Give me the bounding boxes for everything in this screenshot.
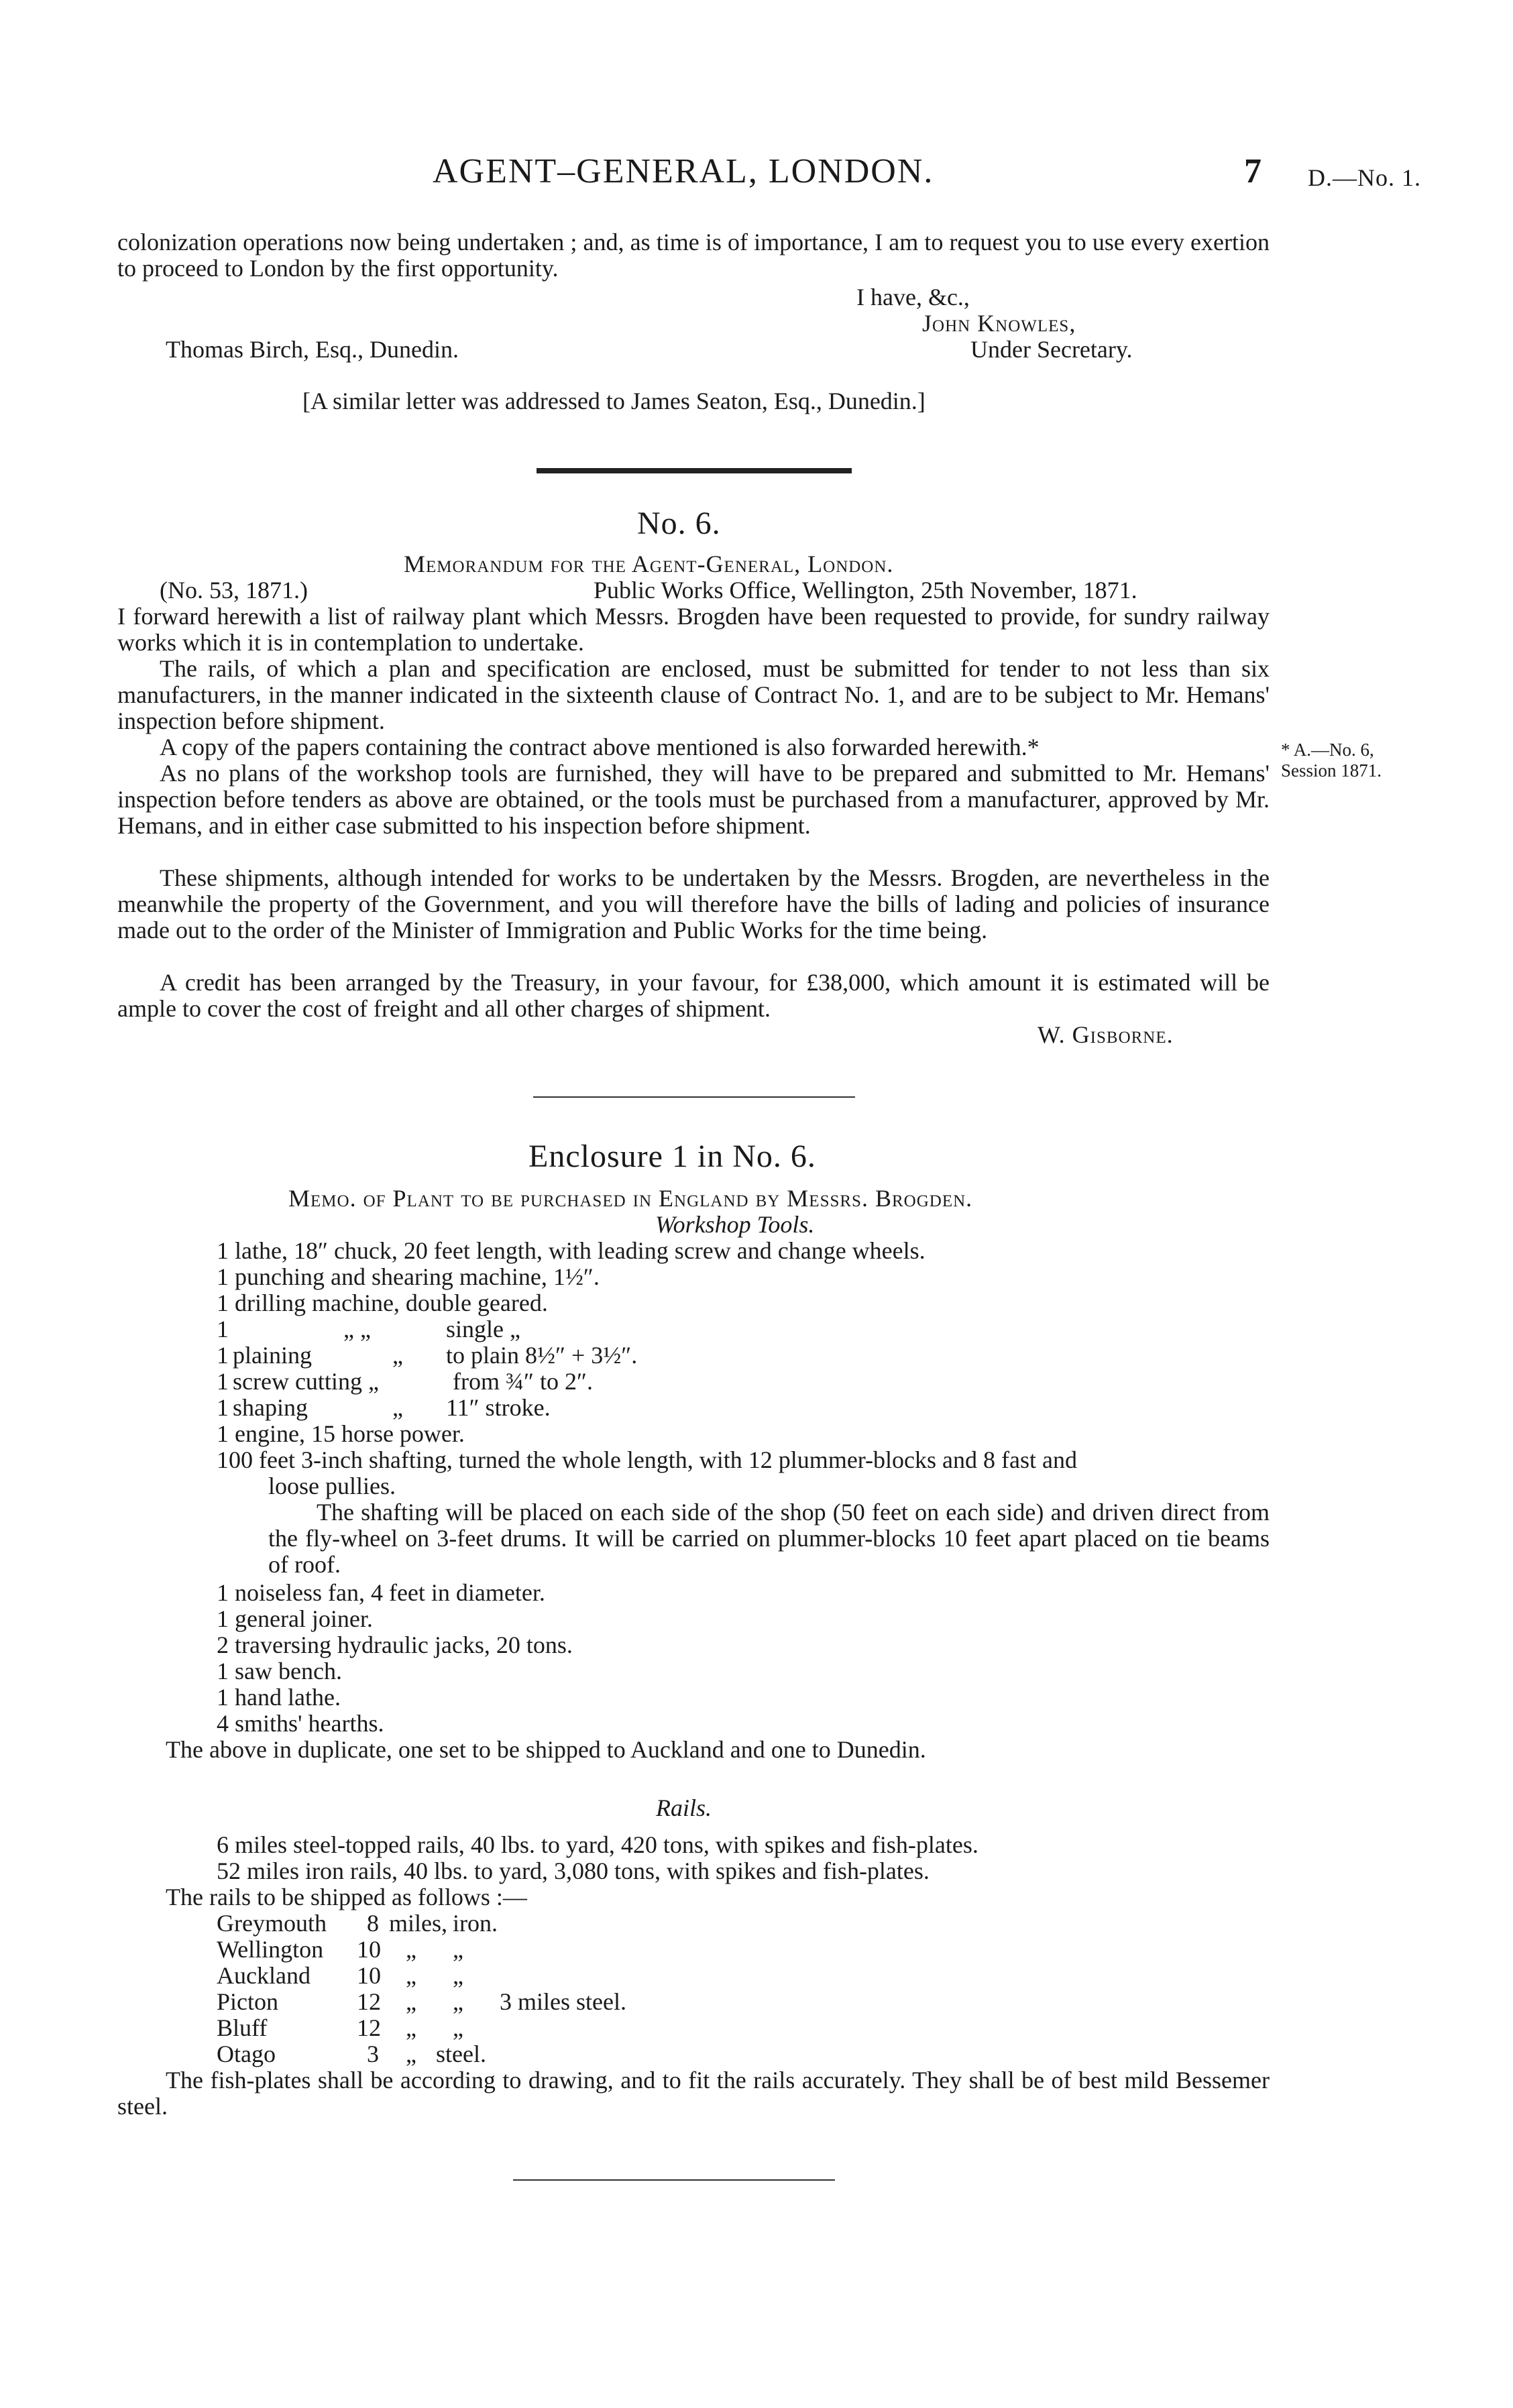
section-divider	[537, 468, 852, 473]
tool-table-qty: 1	[217, 1316, 229, 1342]
rails-heading: Rails.	[656, 1794, 712, 1821]
shipping-place: Otago	[217, 2041, 276, 2067]
memo-paragraph-5: These shipments, although intended for works to be undertaken by the Messrs. Brogden, are nevertheless in the meanwhile the property of the Government, and you will therefore have the bills of lading and policies of insurance made out to the order of the Minister of Immigration and Public Works for the time being.	[117, 864, 1270, 943]
tool-item: 1 hand lathe.	[217, 1684, 341, 1711]
shipping-kind: „	[453, 1962, 463, 1989]
shipping-unit: „	[406, 1936, 416, 1963]
tool-item: 2 traversing hydraulic jacks, 20 tons.	[217, 1631, 573, 1658]
document-reference: D.—No. 1.	[1308, 164, 1421, 191]
memo-paragraph-3: A copy of the papers containing the contract above mentioned is also forwarded herewith.*	[160, 734, 1040, 760]
tool-table-name: shaping	[233, 1394, 308, 1421]
shipping-kind: „	[453, 1988, 463, 2015]
shipping-place: Greymouth	[217, 1910, 327, 1937]
shipping-kind: „	[453, 2014, 463, 2041]
memo-paragraph-1: I forward herewith a list of railway plant which Messrs. Brogden have been requested to provide, for sundry railway works which it is in contemplation to undertake.	[117, 603, 1270, 656]
shipping-place: Wellington	[217, 1936, 324, 1963]
tool-table-qty: 1	[217, 1368, 229, 1395]
tool-table-spec: from ¾″ to 2″.	[453, 1368, 593, 1395]
tool-table-spec: 11″ stroke.	[446, 1394, 551, 1421]
letter-paragraph: colonization operations now being undertaken ; and, as time is of importance, I am to request you to use every exertion to proceed to London by the first opportunity.	[117, 229, 1270, 282]
memo-paragraph-6: A credit has been arranged by the Treasury, in your favour, for £38,000, which amount it is estimated will be ample to cover the cost of freight and all other charges of shipment.	[117, 969, 1270, 1022]
shipping-place: Auckland	[217, 1962, 311, 1989]
letter-signatory: John Knowles,	[922, 310, 1076, 337]
duplicate-note: The above in duplicate, one set to be shipped to Auckland and one to Dunedin.	[166, 1736, 926, 1763]
tool-item: 1 general joiner.	[217, 1605, 373, 1632]
shipping-extra: 3 miles steel.	[500, 1988, 626, 2015]
shipping-place: Picton	[217, 1988, 279, 2015]
shipping-unit: „	[406, 1988, 416, 2015]
shipping-intro: The rails to be shipped as follows :—	[166, 1884, 527, 1910]
tool-item: 1 lathe, 18″ chuck, 20 feet length, with leading screw and change wheels.	[217, 1237, 926, 1264]
section-divider	[533, 1096, 855, 1098]
shipping-unit: miles,	[389, 1910, 447, 1937]
tool-item: 1 engine, 15 horse power.	[217, 1420, 465, 1447]
tool-table-qty: 1	[217, 1342, 229, 1369]
shipping-unit: „	[406, 1962, 416, 1989]
section-heading-no6: No. 6.	[637, 506, 721, 541]
shafting-note: The shafting will be placed on each side of the shop (50 feet on each side) and driven direct from the fly-wheel on 3-feet drums. It will be carried on plummer-blocks 10 feet apart placed on tie beams of roof.	[268, 1499, 1270, 1578]
tool-table-ditto: „ „	[343, 1316, 371, 1342]
memo-signature: W. Gisborne.	[1038, 1021, 1174, 1048]
section-divider	[513, 2179, 835, 2181]
similar-letter-note: [A similar letter was addressed to James Seaton, Esq., Dunedin.]	[302, 388, 926, 414]
shipping-miles: 3	[367, 2041, 379, 2067]
margin-note: Session 1871.	[1281, 760, 1382, 781]
tool-table-qty: 1	[217, 1394, 229, 1421]
tool-table-name: plaining	[233, 1342, 312, 1369]
tool-table-spec: to plain 8½″ + 3½″.	[446, 1342, 638, 1369]
shipping-unit: „	[406, 2041, 416, 2067]
page-header-title: AGENT–GENERAL, LONDON.	[433, 152, 934, 190]
memo-dateline: Public Works Office, Wellington, 25th November, 1871.	[594, 577, 1137, 604]
shipping-kind: iron.	[453, 1910, 498, 1937]
tool-item: 1 noiseless fan, 4 feet in diameter.	[217, 1579, 545, 1606]
tool-table-ditto: „	[392, 1394, 403, 1421]
shipping-place: Bluff	[217, 2014, 268, 2041]
page-number: 7	[1244, 152, 1262, 190]
shipping-kind: steel.	[436, 2041, 486, 2067]
shipping-miles: 8	[367, 1910, 379, 1937]
tool-item: 4 smiths' hearths.	[217, 1710, 384, 1737]
margin-note: * A.—No. 6,	[1281, 740, 1374, 760]
tool-item: 100 feet 3-inch shafting, turned the whole length, with 12 plummer-blocks and 8 fast and	[217, 1446, 1077, 1473]
enclosure-heading: Enclosure 1 in No. 6.	[528, 1139, 816, 1174]
rail-item: 6 miles steel-topped rails, 40 lbs. to yard, 420 tons, with spikes and fish-plates.	[217, 1831, 978, 1858]
tool-table-ditto: „	[392, 1342, 403, 1369]
shipping-miles: 12	[357, 1988, 381, 2015]
tool-table-spec: single „	[446, 1316, 520, 1342]
tool-item: loose pullies.	[268, 1473, 396, 1499]
memo-reference: (No. 53, 1871.)	[160, 577, 308, 604]
enclosure-subtitle: Memo. of Plant to be purchased in England by Messrs. Brogden.	[288, 1185, 973, 1212]
letter-signatory-title: Under Secretary.	[970, 336, 1133, 363]
workshop-tools-heading: Workshop Tools.	[655, 1211, 815, 1238]
tool-item: 1 saw bench.	[217, 1658, 342, 1684]
shipping-miles: 10	[357, 1936, 381, 1963]
letter-closing: I have, &c.,	[856, 284, 970, 310]
letter-addressee: Thomas Birch, Esq., Dunedin.	[166, 336, 459, 363]
memo-paragraph-4: As no plans of the workshop tools are furnished, they will have to be prepared and submitted to Mr. Hemans' inspection before tenders as above are obtained, or the tools must be purchased from a manufacturer, approved by Mr. Hemans, and in either case submitted to his inspection before shipment.	[117, 760, 1270, 839]
shipping-miles: 10	[357, 1962, 381, 1989]
shipping-unit: „	[406, 2014, 416, 2041]
memo-paragraph-2: The rails, of which a plan and specification are enclosed, must be submitted for tender to not less than six manufacturers, in the manner indicated in the sixteenth clause of Contract No. 1, and are to be subject to Mr. Hemans' inspection before shipment.	[117, 655, 1270, 734]
fishplates-note: The fish-plates shall be according to drawing, and to fit the rails accurately. They shall be of best mild Bessemer steel.	[117, 2067, 1270, 2120]
tool-item: 1 punching and shearing machine, 1½″.	[217, 1263, 600, 1290]
tool-item: 1 drilling machine, double geared.	[217, 1289, 548, 1316]
shipping-miles: 12	[357, 2014, 381, 2041]
memo-title: Memorandum for the Agent-General, London.	[404, 551, 894, 577]
rail-item: 52 miles iron rails, 40 lbs. to yard, 3,080 tons, with spikes and fish-plates.	[217, 1857, 930, 1884]
tool-table-name: screw cutting „	[233, 1368, 379, 1395]
shipping-kind: „	[453, 1936, 463, 1963]
